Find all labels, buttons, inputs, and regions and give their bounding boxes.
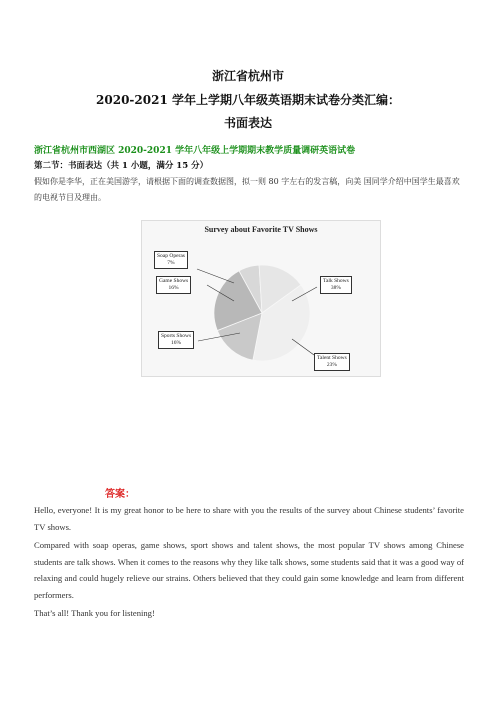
value-soap-operas: 7% [167,260,175,266]
callout-talk-shows [320,276,352,294]
callout-sports-shows [158,331,194,349]
label-soap-operas: Soap Operas [157,253,185,259]
value-game-shows: 16% [168,285,179,291]
callout-soap-operas [154,251,188,269]
answer-body [34,502,464,624]
answer-paragraph: Compared with soap operas, game shows, sport shows and talent shows, the most popular TV shows among Chinese students are talk shows. When it comes to the reasons why they like talk shows, some students said that it was a good way of relaxing and could hugely relieve our strains. Others believed that they could gain some knowledge and learn from different performers. [34,540,464,600]
title-region: 浙江省杭州市 [211,69,284,83]
label-game-shows: Game Shows [159,278,189,284]
callout-game-shows [156,276,191,294]
source-heading: 浙江省杭州市西湖区 2020-2021 学年八年级上学期期末教学质量调研英语试卷 [34,146,356,156]
label-talent-shows: Talent Shows [317,355,347,361]
section-heading: 第二节：书面表达（共 1 小题，满分 15 分） [34,161,209,171]
chart-title: Survey about Favorite TV Shows [204,225,318,234]
survey-chart [141,220,381,377]
value-sports-shows: 16% [171,340,182,346]
label-talk-shows: Talk Shows [323,278,349,284]
value-talent-shows: 23% [326,362,337,368]
title-topic: 书面表达 [223,116,272,130]
title-exam: 2020-2021 学年上学期八年级英语期末试卷分类汇编： [96,93,400,107]
label-sports-shows: Sports Shows [161,333,192,339]
writing-prompt: 假如你是李华，正在美国游学，请根据下面的调查数据图，拟一则 80 字左右的发言稿，向美 国同学介绍中国学生最喜欢的电视节目及理由。 [34,177,460,202]
answer-label: 答案： [105,489,135,500]
value-talk-shows: 38% [330,285,341,291]
answer-paragraph: That’s all! Thank you for listening! [34,608,155,618]
callout-talent-shows [314,353,350,371]
callout-leader-soap [197,269,234,283]
answer-paragraph: Hello, everyone! It is my great honor to be here to share with you the results of the survey about Chinese students’ favorite TV shows. [34,505,464,532]
